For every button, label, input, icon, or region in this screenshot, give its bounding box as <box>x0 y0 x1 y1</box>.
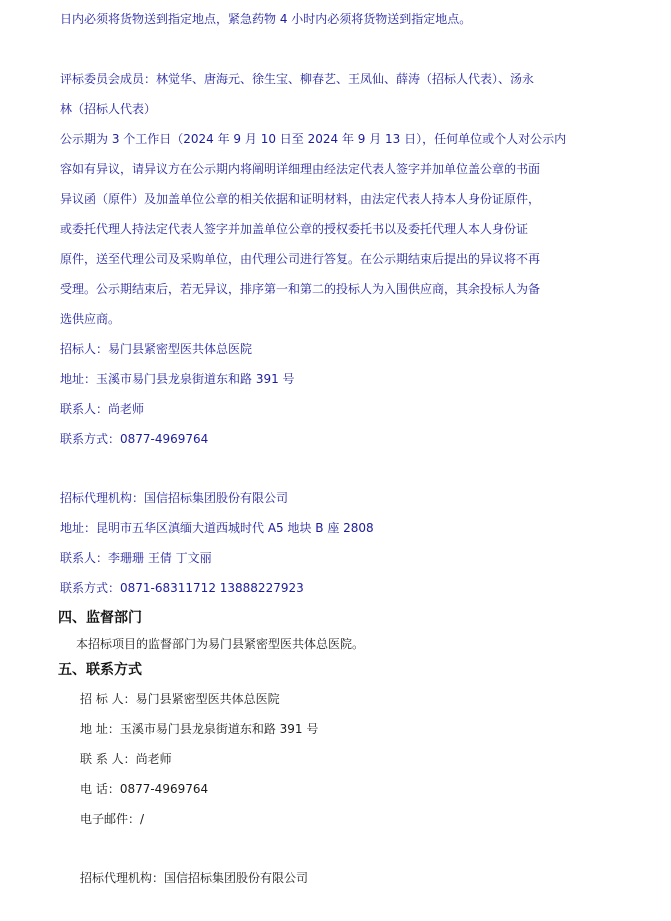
contact-agency: 招标代理机构：国信招标集团股份有限公司 <box>80 871 309 885</box>
tenderer-phone: 联系方式：0877-4969764 <box>60 432 209 446</box>
committee-text-line-1: 评标委员会成员：林觉华、唐海元、徐生宝、柳春艺、王凤仙、薛涛（招标人代表）、汤永 <box>60 72 535 86</box>
committee-text-line-2: 林（招标人代表） <box>60 102 157 116</box>
publicity-line-6: 受理。公示期结束后，若无异议，排序第一和第二的投标人为入围供应商，其余投标人为备 <box>60 282 541 296</box>
publicity-line-5: 原件，送至代理公司及采购单位，由代理公司进行答复。在公示期结束后提出的异议将不再 <box>60 252 541 266</box>
agency-phone: 联系方式：0871-68311712 13888227923 <box>60 581 304 595</box>
publicity-line-7: 选供应商。 <box>60 312 121 326</box>
contact-email: 电子邮件：/ <box>80 812 145 826</box>
contact-tenderer: 招 标 人：易门县紧密型医共体总医院 <box>80 692 280 706</box>
section-4-heading: 四、监督部门 <box>58 610 142 626</box>
publicity-line-2: 容如有异议，请异议方在公示期内将阐明详细理由经法定代表人签字并加单位盖公章的书面 <box>60 162 541 176</box>
contact-address: 地 址：玉溪市易门县龙泉街道东和路 391 号 <box>80 722 319 736</box>
agency-contact: 联系人：李珊珊 王倩 丁文丽 <box>60 551 212 565</box>
publicity-line-1: 公示期为 3 个工作日（2024 年 9 月 10 日至 2024 年 9 月 13 日），任何单位或个人对公示内 <box>60 132 567 146</box>
publicity-line-3: 异议函（原件）及加盖单位公章的相关依据和证明材料，由法定代表人持本人身份证原件， <box>60 192 541 206</box>
contact-person: 联 系 人：尚老师 <box>80 752 172 766</box>
delivery-text: 日内必须将货物送到指定地点，紧急药物 4 小时内必须将货物送到指定地点。 <box>60 12 472 26</box>
section-4-body: 本招标项目的监督部门为易门县紧密型医共体总医院。 <box>76 637 365 651</box>
tenderer-name: 招标人：易门县紧密型医共体总医院 <box>60 342 253 356</box>
contact-phone: 电 话：0877-4969764 <box>80 782 209 796</box>
agency-name: 招标代理机构：国信招标集团股份有限公司 <box>60 491 289 505</box>
agency-address: 地址：昆明市五华区滇缅大道西城时代 A5 地块 B 座 2808 <box>60 521 374 535</box>
tenderer-contact: 联系人：尚老师 <box>60 402 145 416</box>
section-5-heading: 五、联系方式 <box>58 662 142 678</box>
publicity-line-4: 或委托代理人持法定代表人签字并加盖单位公章的授权委托书以及委托代理人本人身份证 <box>60 222 529 236</box>
tenderer-address: 地址：玉溪市易门县龙泉街道东和路 391 号 <box>60 372 295 386</box>
